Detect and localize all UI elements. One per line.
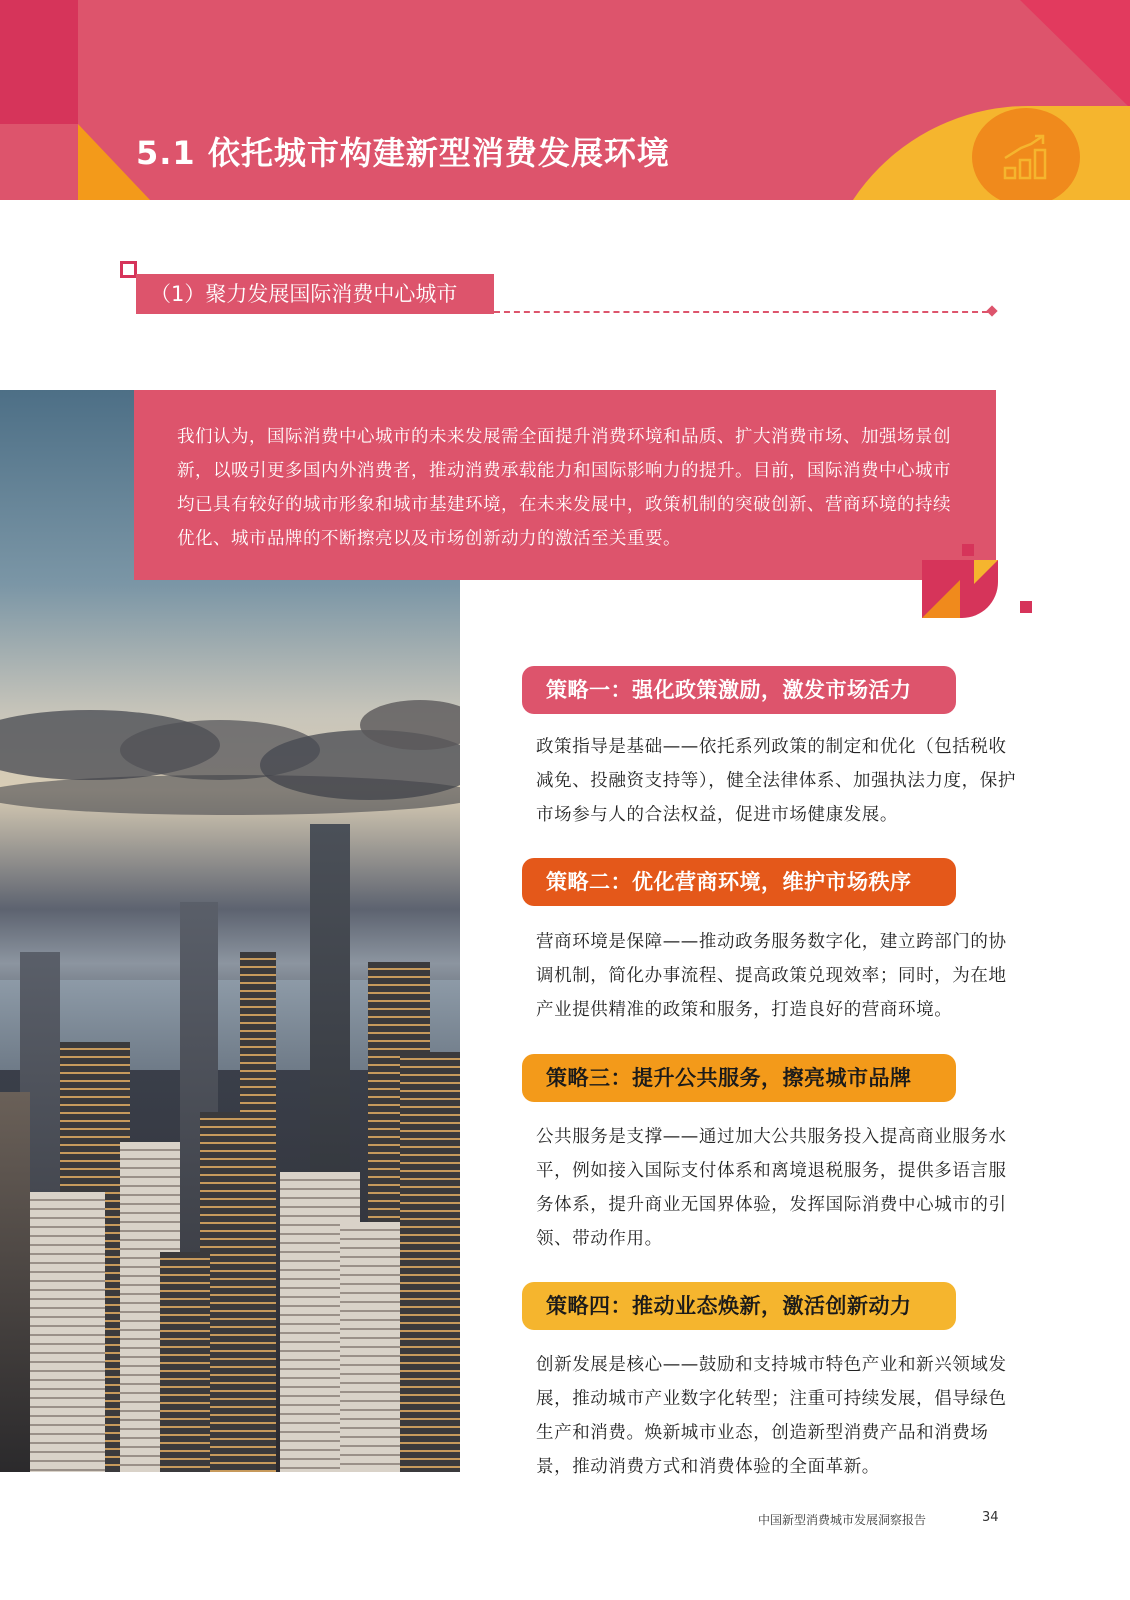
strategy-3-body: 公共服务是支撑——通过加大公共服务投入提高商业服务水平，例如接入国际支付体系和离境退税服务，提供多语言服务体系，提升商业无国界体验，发挥国际消费中心城市的引领、带动作用。 (536, 1127, 1007, 1249)
decor-quarter-block (922, 560, 998, 618)
strategy-2-body: 营商环境是保障——推动政务服务数字化，建立跨部门的协调机制，简化办事流程、提高政策兑现效率；同时，为在地产业提供精准的政策和服务，打造良好的营商环境。 (536, 932, 1007, 1020)
decor-square-small (962, 544, 974, 556)
section-dashed-line (494, 311, 988, 313)
strategy-1-body: 政策指导是基础——依托系列政策的制定和优化（包括税收减免、投融资支持等），健全法律体系、加强执法力度，保护市场参与人的合法权益，促进市场健康发展。 (536, 737, 1016, 825)
intro-text-box (134, 390, 996, 580)
section-diamond-marker (986, 305, 997, 316)
strategy-4-body: 创新发展是核心——鼓励和支持城市特色产业和新兴领域发展，推动城市产业数字化转型；注重可持续发展，倡导绿色生产和消费。焕新城市业态，创造新型消费产品和消费场景，推动消费方式和消费体验的全面革新。 (536, 1355, 1007, 1477)
section-heading: （1）聚力发展国际消费中心城市 (136, 274, 494, 314)
strategy-3-title: 策略三：提升公共服务，擦亮城市品牌 (522, 1054, 956, 1102)
header-decor-corner (1020, 0, 1130, 108)
section-marker-square (120, 261, 137, 278)
page-number: 34 (982, 1510, 999, 1525)
strategy-4-title: 策略四：推动业态焕新，激活创新动力 (522, 1282, 956, 1330)
decor-square-right (1020, 601, 1032, 613)
header-decor-block (0, 0, 78, 124)
strategy-1-title: 策略一：强化政策激励，激发市场活力 (522, 666, 956, 714)
strategy-2-title: 策略二：优化营商环境，维护市场秩序 (522, 858, 956, 906)
header-banner (0, 0, 1130, 200)
intro-text: 我们认为，国际消费中心城市的未来发展需全面提升消费环境和品质、扩大消费市场、加强场景创新，以吸引更多国内外消费者，推动消费承载能力和国际影响力的提升。目前，国际消费中心城市均已具有较好的城市形象和城市基建环境，在未来发展中，政策机制的突破创新、营商环境的持续优化、城市品牌的不断擦亮以及市场创新动力的激活至关重要。 (177, 427, 951, 549)
footer-report-title: 中国新型消费城市发展洞察报告 (758, 1513, 927, 1527)
page-title: 5.1 依托城市构建新型消费发展环境 (136, 134, 670, 172)
growth-chart-icon (972, 108, 1080, 200)
